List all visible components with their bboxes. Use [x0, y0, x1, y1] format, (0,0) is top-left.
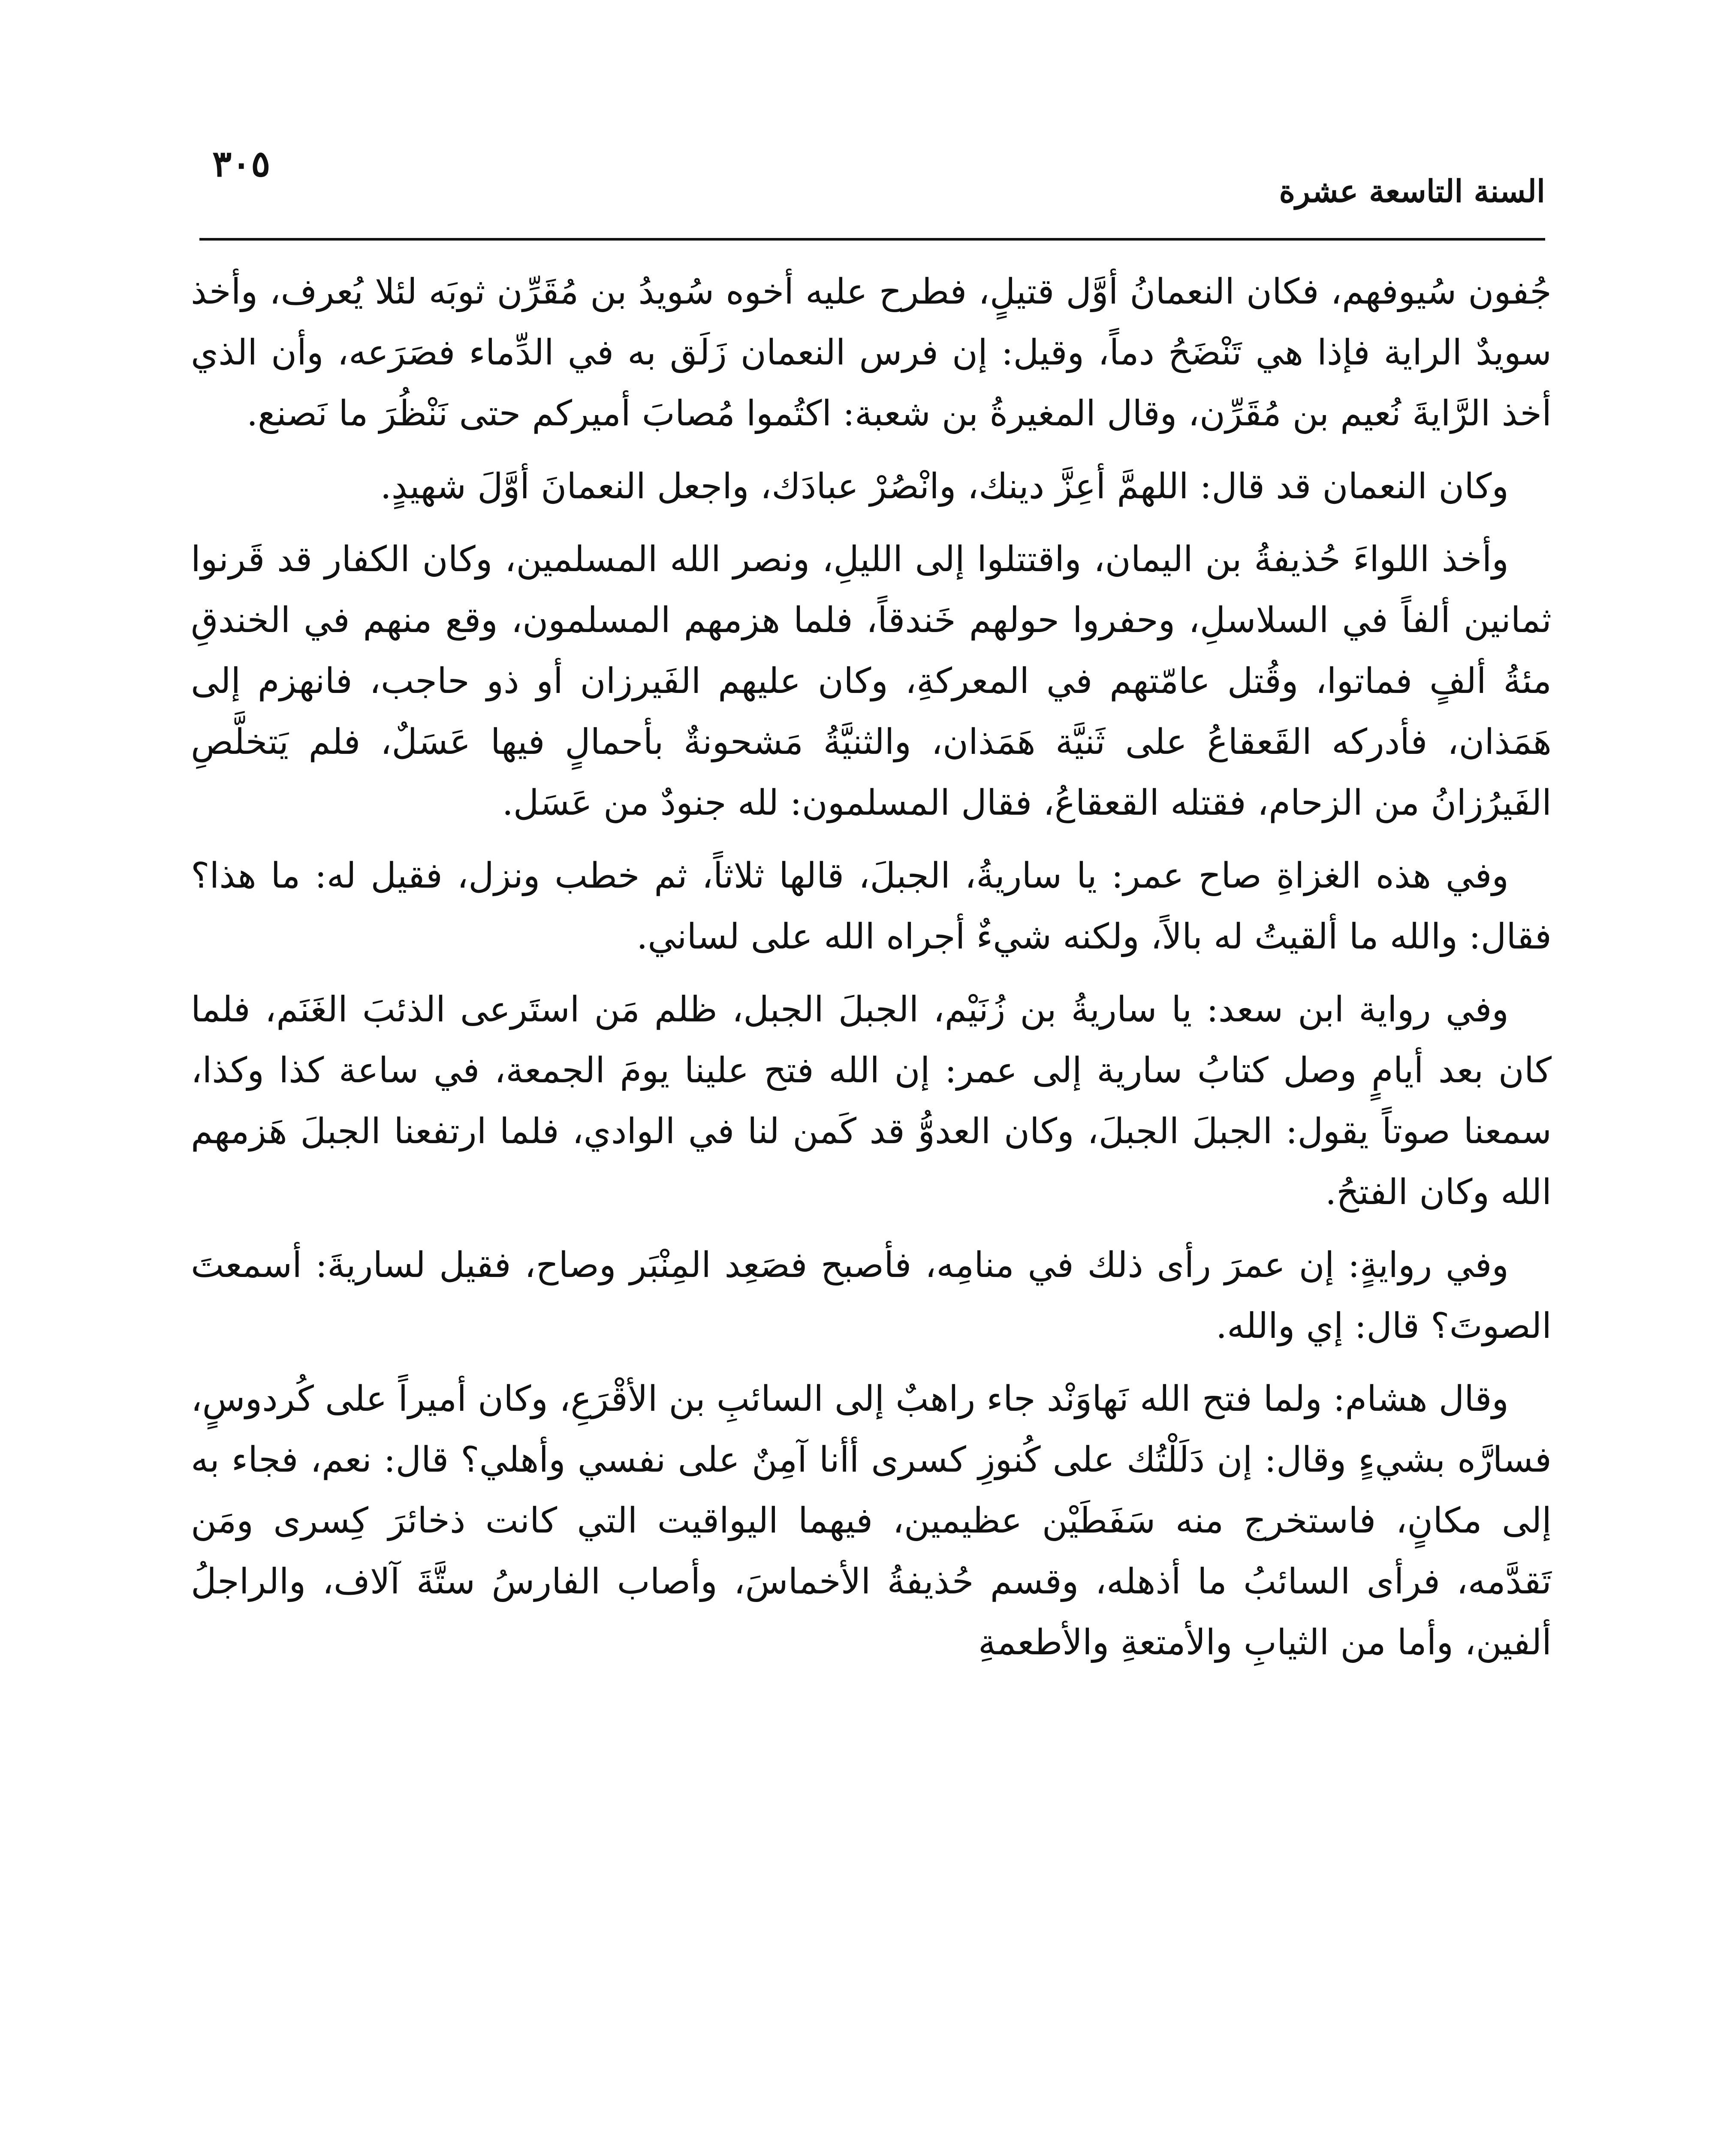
body-text	[191, 262, 1552, 1685]
running-header	[199, 142, 1545, 219]
header-rule	[199, 238, 1545, 241]
chapter-title: السنة التاسعة عشرة	[1279, 173, 1545, 209]
paragraph-sariya: وفي هذه الغزاةِ صاح عمر: يا ساريةُ، الجبلَ، قالها ثلاثاً، ثم خطب ونزل، فقيل له: ما هذا؟ فقال: والله ما ألقيتُ له بالاً، ولكنه شيءٌ أجراه الله على لساني.	[191, 855, 1552, 957]
paragraph-ibn-saad: وفي رواية ابن سعد: يا ساريةُ بن زُنَيْم، الجبلَ الجبل، ظلم مَن استَرعى الذئبَ الغَنَم، فلما كان بعد أيامٍ وصل كتابُ سارية إلى عمر: إن الله فتح علينا يومَ الجمعة، في ساعة كذا وكذا، سمعنا صوتاً يقول: الجبلَ الجبلَ، وكان العدوُّ قد كَمن لنا في الوادي، فلما ارتفعنا الجبلَ هَزمهم الله وكان الفتحُ.	[191, 989, 1552, 1213]
page-number: ٣٠٥	[212, 142, 271, 185]
paragraph-hudhayfa: وأخذ اللواءَ حُذيفةُ بن اليمان، واقتتلوا إلى الليلِ، ونصر الله المسلمين، وكان الكفار قد قَرنوا ثمانين ألفاً في السلاسلِ، وحفروا حولهم خَندقاً، فلما هزمهم المسلمون، وقع منهم في الخندقِ مئةُ ألفٍ فماتوا، وقُتل عامّتهم في المعركةِ، وكان عليهم الفَيرزان أو ذو حاجب، فانهزم إلى هَمَذان، فأدركه القَعقاعُ على ثَنيَّة هَمَذان، والثنيَّةُ مَشحونةٌ بأحمالٍ فيها عَسَلٌ، فلم يَتخلَّصِ الفَيرُزانُ من الزحام، فقتله القعقاعُ، فقال المسلمون: لله جنودٌ من عَسَل.	[191, 539, 1552, 823]
paragraph-continuation: جُفون سُيوفهم، فكان النعمانُ أوَّل قتيلٍ، فطرح عليه أخوه سُويدُ بن مُقَرِّن ثوبَه لئلا يُعرف، وأخذ سويدٌ الراية فإذا هي تَنْضَحُ دماً، وقيل: إن فرس النعمان زَلَق به في الدِّماء فصَرَعه، وأن الذي أخذ الرَّايةَ نُعيم بن مُقَرِّن، وقال المغيرةُ بن شعبة: اكتُموا مُصابَ أميركم حتى نَنْظُرَ ما نَصنع.	[191, 271, 1552, 434]
paragraph-riwaya: وفي روايةٍ: إن عمرَ رأى ذلك في منامِه، فأصبح فصَعِد المِنْبَر وصاح، فقيل لساريةَ: أسمعتَ الصوتَ؟ قال: إي والله.	[191, 1245, 1552, 1346]
paragraph-hisham: وقال هشام: ولما فتح الله نَهاوَنْد جاء راهبٌ إلى السائبِ بن الأقْرَعِ، وكان أميراً على كُردوسٍ، فسارَّه بشيءٍ وقال: إن دَلَلْتُك على كُنوزِ كسرى أأنا آمِنٌ على نفسي وأهلي؟ قال: نعم، فجاء به إلى مكانٍ، فاستخرج منه سَفَطَيْن عظيمين، فيهما اليواقيت التي كانت ذخائرَ كِسرى ومَن تَقدَّمه، فرأى السائبُ ما أذهله، وقسم حُذيفةُ الأخماسَ، وأصاب الفارسُ ستَّةَ آلاف، والراجلُ ألفين، وأما من الثيابِ والأمتعةِ والأطعمةِ	[191, 1379, 1552, 1663]
paragraph-numan-prayer: وكان النعمان قد قال: اللهمَّ أعِزَّ دينك، وانْصُرْ عبادَك، واجعل النعمانَ أوَّلَ شهيدٍ.	[380, 466, 1509, 507]
